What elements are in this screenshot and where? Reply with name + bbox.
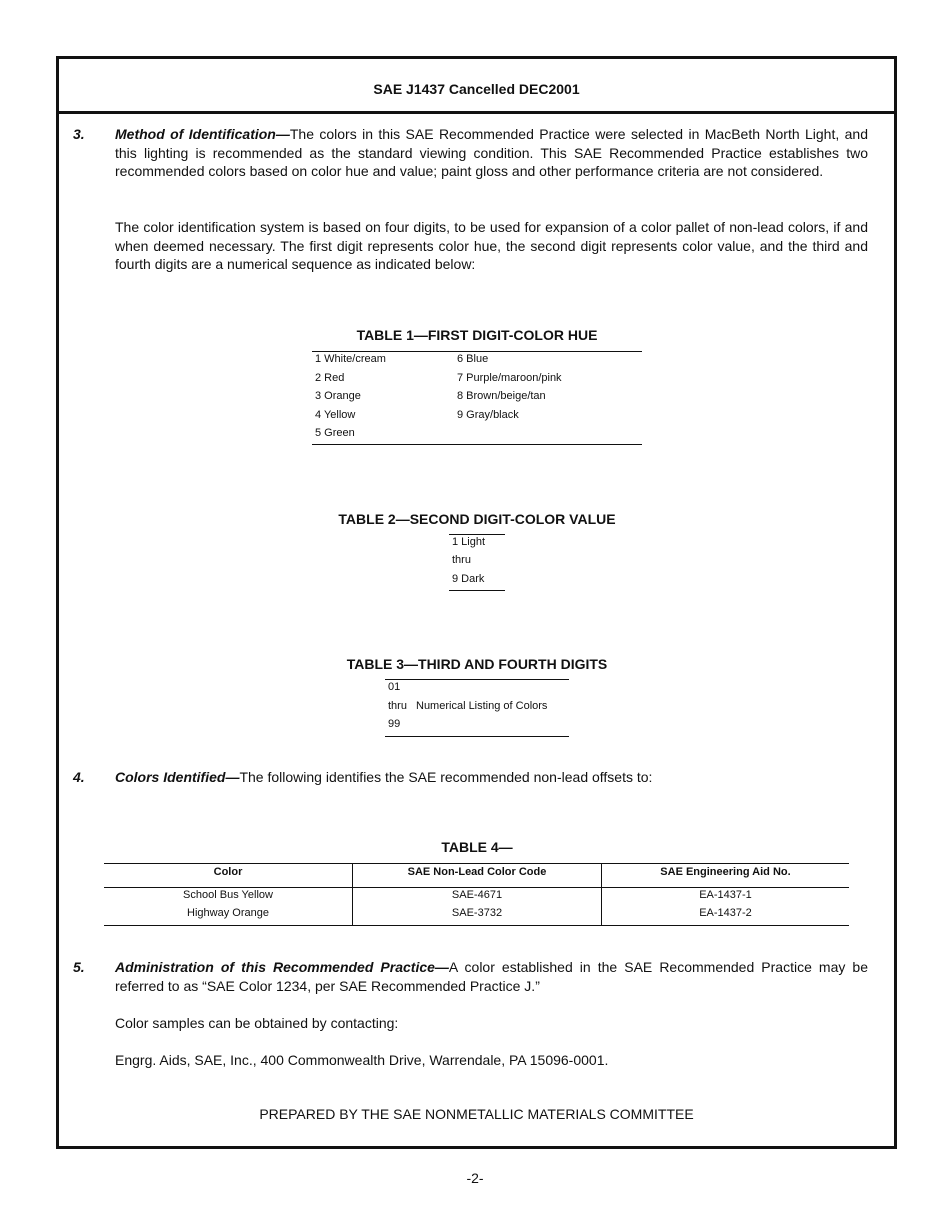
table-1-cell: 1 White/cream <box>315 353 386 365</box>
section-3-paragraph-1 <box>115 125 868 181</box>
section-4-heading: Colors Identified— <box>115 769 240 785</box>
section-5-paragraph-3: Engrg. Aids, SAE, Inc., 400 Commonwealth Drive, Warrendale, PA 15096-0001. <box>115 1052 609 1068</box>
section-4-number: 4. <box>73 769 85 785</box>
table-2-cell: thru <box>452 554 471 566</box>
table-1-cell: 6 Blue <box>457 353 489 365</box>
section-3-paragraph-2: The color identification system is based on four digits, to be used for expansion of a color pallet of non-lead colors, if and when deemed necessary. The first digit represents color hue, the second digit represents color value, and the third and fourth digits are a numerical sequence as indicated below: <box>115 219 868 272</box>
table-2-title: TABLE 2—SECOND DIGIT-COLOR VALUE <box>338 511 616 527</box>
table-3-title: TABLE 3—THIRD AND FOURTH DIGITS <box>346 656 608 672</box>
table-2-cell: 1 Light <box>452 536 486 548</box>
table-4-top-rule <box>104 863 849 864</box>
table-1-cell: 8 Brown/beige/tan <box>457 390 546 402</box>
table-1-cell: 3 Orange <box>315 390 361 402</box>
table-4-cell: SAE-4671 <box>451 889 503 901</box>
table-3-cell: thru <box>388 700 407 712</box>
table-3-description: Numerical Listing of Colors <box>416 700 548 712</box>
table-1-title: TABLE 1—FIRST DIGIT-COLOR HUE <box>356 327 598 343</box>
table-4-header-color: Color <box>213 866 243 878</box>
table-2-top-rule <box>449 534 505 535</box>
section-5-text-1: A color established in the SAE Recommended Practice may be referred to as “SAE Color 1234, per SAE Recommended Practice J.” <box>115 959 868 994</box>
table-1-cell: 7 Purple/maroon/pink <box>457 372 562 384</box>
section-5-paragraph-1 <box>115 958 868 995</box>
table-1-bottom-rule <box>312 444 642 445</box>
table-3-bottom-rule <box>385 736 569 737</box>
table-3-top-rule <box>385 679 569 680</box>
table-4-cell: EA-1437-1 <box>699 889 752 901</box>
table-4-bottom-rule <box>104 925 849 926</box>
section-3-text-1: The colors in this SAE Recommended Practice were selected in MacBeth North Light, and this lighting is recommended as the standard viewing condition. This SAE Recommended Practice establishes two recommended colors based on color hue and value; paint gloss and other performance criteria are not considered. <box>115 126 868 179</box>
table-1-cell: 2 Red <box>315 372 345 384</box>
document-title: SAE J1437 Cancelled DEC2001 <box>59 59 894 114</box>
page-number: -2- <box>466 1170 484 1186</box>
table-1-top-rule <box>312 351 642 352</box>
table-2-cell: 9 Dark <box>452 573 485 585</box>
table-4-cell: Highway Orange <box>187 907 269 919</box>
section-4-text: The following identifies the SAE recommended non-lead offsets to: <box>239 769 653 785</box>
table-1-cell: 5 Green <box>315 427 355 439</box>
table-4-title: TABLE 4— <box>441 839 513 855</box>
page-frame <box>56 56 897 1149</box>
table-4-cell: EA-1437-2 <box>699 907 752 919</box>
section-5-paragraph-2: Color samples can be obtained by contacting: <box>115 1015 399 1031</box>
section-5-heading: Administration of this Recommended Practice— <box>115 959 449 975</box>
table-4-header-rule <box>104 887 849 888</box>
table-3-cell: 01 <box>388 681 401 693</box>
table-3-cell: 99 <box>388 718 401 730</box>
prepared-by: PREPARED BY THE SAE NONMETALLIC MATERIALS COMMITTEE <box>259 1106 694 1122</box>
table-4-cell: School Bus Yellow <box>183 889 273 901</box>
table-4-header-code: SAE Non-Lead Color Code <box>407 866 547 878</box>
section-4-paragraph <box>115 768 868 787</box>
section-3-number: 3. <box>73 126 85 142</box>
section-3-heading: Method of Identification— <box>115 126 290 142</box>
table-4-header-aid: SAE Engineering Aid No. <box>660 866 791 878</box>
section-5-number: 5. <box>73 959 85 975</box>
table-1-cell: 4 Yellow <box>315 409 356 421</box>
table-4-cell: SAE-3732 <box>451 907 503 919</box>
table-1-cell: 9 Gray/black <box>457 409 519 421</box>
table-2-bottom-rule <box>449 590 505 591</box>
